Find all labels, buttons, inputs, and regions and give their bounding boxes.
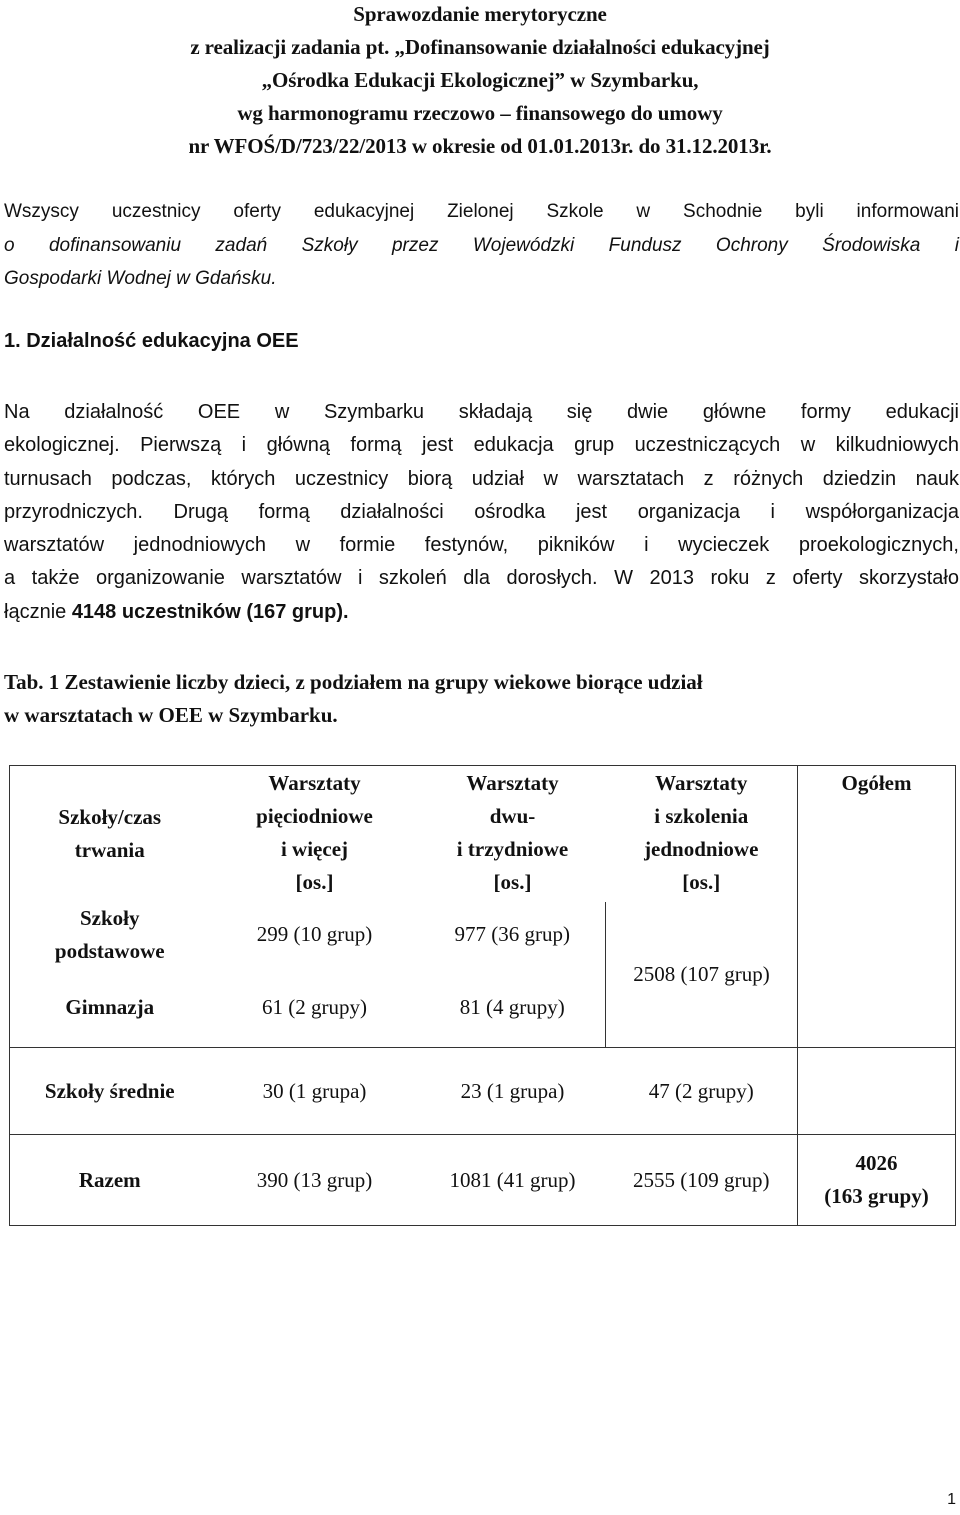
header-cell-total: Ogółem [798,766,956,1048]
title-line: Sprawozdanie merytoryczne [353,2,607,26]
table-cell: 2508 (107 grup) [606,902,798,1048]
body-line: a także organizowanie warsztatów i szkoleń dla dorosłych. W 2013 roku z oferty skorzystało [4,567,959,590]
participants-table [9,765,956,1226]
body-line: turnusach podczas, których uczestnicy biorą udział w warsztatach z różnych dziedzin nauk [4,467,959,490]
body-text: łącznie [4,600,72,623]
header-cell: Warsztaty dwu- i trzydniowe [os.] [420,766,606,902]
body-line: Na działalność OEE w Szymbarku składają się dwie główne formy edukacji [4,401,959,423]
table-row [10,1048,956,1135]
table-cell: 977 (36 grup) [420,902,606,968]
title-line: nr WFOŚ/D/723/22/2013 w okresie od 01.01.2013r. do 31.12.2013r. [188,134,772,158]
table-cell: 23 (1 grupa) [420,1048,606,1135]
table-cell: 81 (4 grupy) [420,968,606,1048]
row-label: Gimnazja [10,968,210,1048]
intro-line: Gospodarki Wodnej w Gdańsku. [4,268,277,289]
intro-paragraph [4,195,959,296]
row-label: Szkoły podstawowe [10,902,210,968]
intro-line: Wszyscy uczestnicy oferty edukacyjnej Zielonej Szkole w Schodnie byli informowani [4,201,959,222]
intro-line: o dofinansowaniu zadań Szkoły przez Wojewódzki Fundusz Ochrony Środowiska i [4,234,959,256]
title-line: wg harmonogramu rzeczowo – finansowego do umowy [237,101,723,125]
table-cell: 30 (1 grupa) [210,1048,420,1135]
row-label: Razem [10,1135,210,1226]
table-header-row [10,766,956,902]
table-cell: 61 (2 grupy) [210,968,420,1048]
body-line: warsztatów jednodniowych w formie festynów, pikników i wycieczek proekologicznych, [4,534,959,557]
header-cell: Warsztaty pięciodniowe i więcej [os.] [210,766,420,902]
body-line: przyrodniczych. Drugą formą działalności ośrodka jest organizacja i współorganizacja [4,500,959,523]
table-cell: 299 (10 grup) [256,922,373,946]
section-body [4,396,959,629]
grand-total-cell: 4026 (163 grupy) [798,1135,956,1226]
document-title [0,0,960,163]
row-label: Szkoły średnie [10,1048,210,1135]
body-line-last [4,596,959,629]
caption-line: Tab. 1 Zestawienie liczby dzieci, z podziałem na grupy wiekowe biorące udział [4,670,703,694]
table-cell: 2555 (109 grup) [606,1135,798,1226]
body-line: ekologicznej. Pierwszą i główną formą jest edukacja grup uczestniczących w kilkudniowych [4,434,959,457]
header-cell: Warsztaty i szkolenia jednodniowe [os.] [606,766,798,902]
participants-total: 4148 uczestników (167 grup). [71,600,349,623]
table-caption [4,666,959,732]
table-cell: 1081 (41 grup) [420,1135,606,1226]
section-heading: 1. Działalność edukacyjna OEE [4,330,299,352]
title-line: „Ośrodka Edukacji Ekologicznej” w Szymbarku, [261,68,699,92]
table-cell [798,1048,956,1135]
table-row-total [10,1135,956,1226]
table-cell: 47 (2 grupy) [606,1048,798,1135]
title-line: z realizacji zadania pt. „Dofinansowanie działalności edukacyjnej [190,35,770,59]
page-number: 1 [947,1491,956,1508]
caption-line: w warsztatach w OEE w Szymbarku. [4,703,338,727]
header-cell: Szkoły/czas trwania [10,766,210,902]
table-cell: 390 (13 grup) [210,1135,420,1226]
